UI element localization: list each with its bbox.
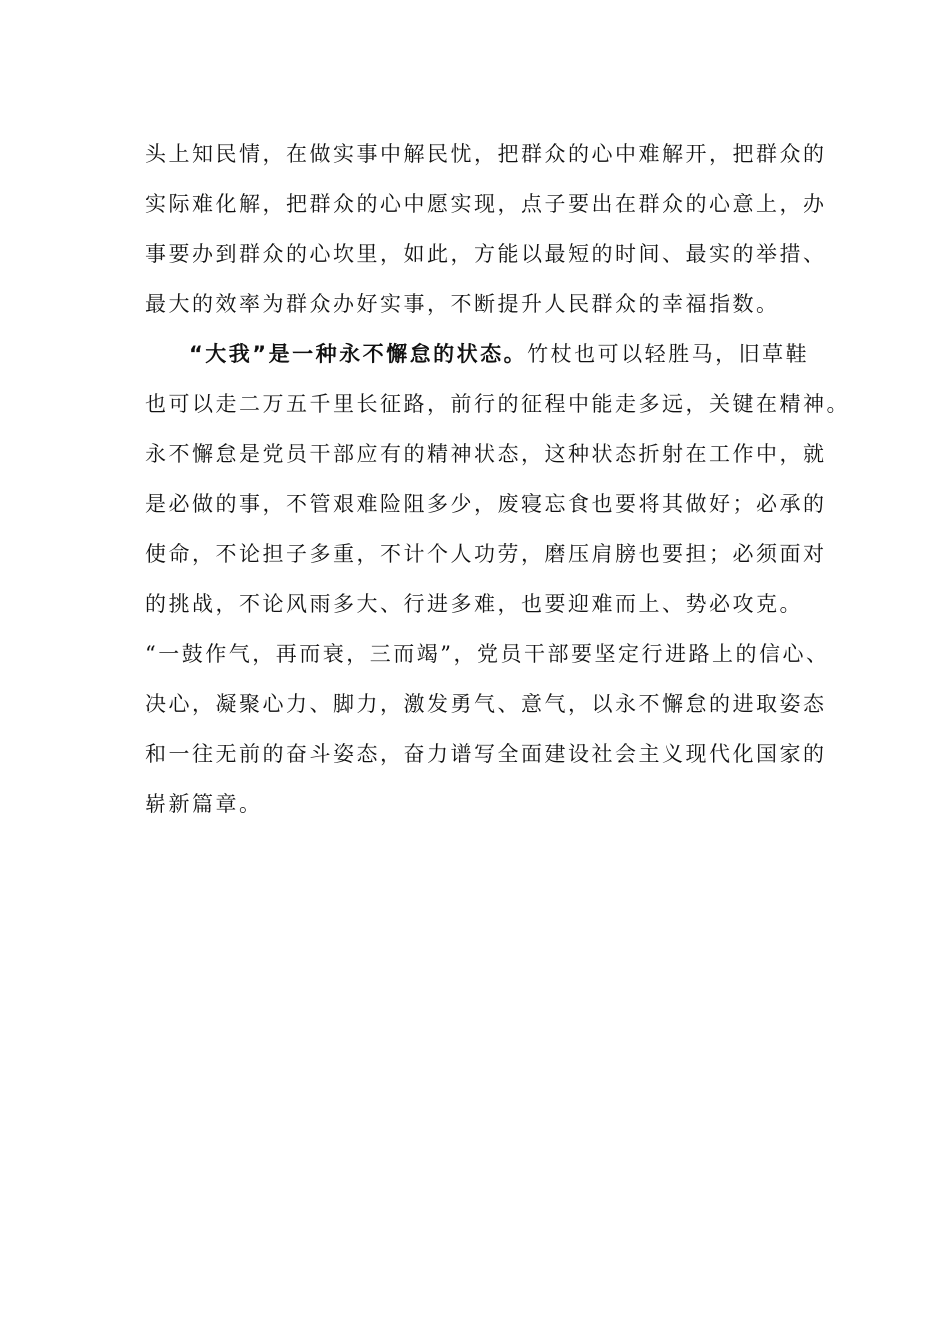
paragraph-heading: “大我”是一种永不懈怠的状态。 — [189, 342, 528, 366]
text-line: 事要办到群众的心坎里，如此，方能以最短的时间、最实的举措、 — [145, 242, 827, 266]
paragraph-1 — [145, 129, 827, 329]
text-line: 最大的效率为群众办好实事，不断提升人民群众的幸福指数。 — [145, 292, 780, 316]
text-span: 竹杖也可以轻胜马，旧草鞋 — [527, 342, 810, 366]
text-line: 实际难化解，把群众的心中愿实现，点子要出在群众的心意上，办 — [145, 192, 827, 216]
text-line: 也可以走二万五千里长征路，前行的征程中能走多远，关键在精神。 — [145, 392, 850, 416]
document-body — [145, 129, 850, 829]
text-line: 永不懈怠是党员干部应有的精神状态，这种状态折射在工作中，就 — [145, 442, 827, 466]
text-line: 崭新篇章。 — [145, 792, 263, 816]
text-line: 决心，凝聚心力、脚力，激发勇气、意气，以永不懈怠的进取姿态 — [145, 692, 827, 716]
text-line: 是必做的事，不管艰难险阻多少，废寝忘食也要将其做好；必承的 — [145, 492, 827, 516]
text-line — [145, 329, 815, 379]
text-line: 头上知民情，在做实事中解民忧，把群众的心中难解开，把群众的 — [145, 142, 827, 166]
text-line: 的挑战，不论风雨多大、行进多难，也要迎难而上、势必攻克。 — [145, 592, 803, 616]
text-line: 使命，不论担子多重，不计个人功劳，磨压肩膀也要担；必须面对 — [145, 542, 827, 566]
text-line: 和一往无前的奋斗姿态，奋力谱写全面建设社会主义现代化国家的 — [145, 742, 827, 766]
paragraph-2 — [145, 329, 850, 829]
text-line: “一鼓作气，再而衰，三而竭”，党员干部要坚定行进路上的信心、 — [145, 642, 830, 666]
